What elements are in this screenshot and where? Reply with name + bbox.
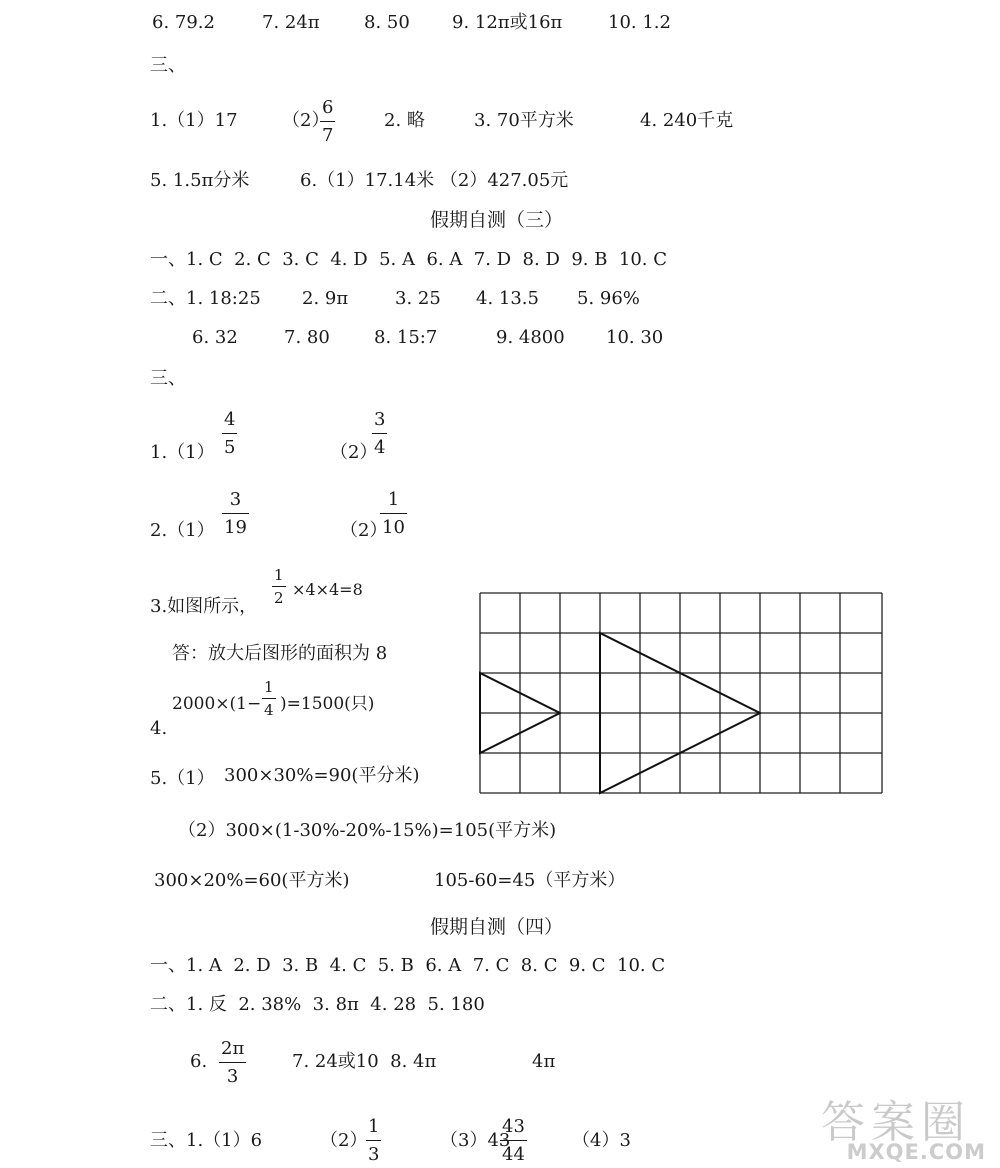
answer-2: 2. 略 <box>384 110 425 131</box>
watermark-logo: 答案圈 <box>821 1097 971 1148</box>
top-answer-8: 8. 50 <box>364 12 410 33</box>
test-3-part-2-item-9: 9. 4800 <box>496 327 565 348</box>
top-answer-7: 7. 24π <box>262 12 320 33</box>
fraction-denominator: 4 <box>264 701 274 719</box>
answer-3: 3. 70平方米 <box>474 110 574 131</box>
top-answer-10: 10. 1.2 <box>608 12 671 33</box>
t3-q4-label: 4. <box>150 718 168 739</box>
test-4-part-3-item-3-label: （3）43 <box>440 1130 511 1151</box>
t3-q3-label: 3.如图所示， <box>150 596 258 617</box>
watermark-url: MXQE.COM <box>846 1140 986 1164</box>
fraction-numerator: 1 <box>368 1116 380 1137</box>
fraction-denominator: 7 <box>322 125 334 146</box>
fraction-one-quarter <box>262 680 276 718</box>
test-3-part-2-item-4: 4. 13.5 <box>476 288 539 309</box>
t3-q4-expr-pre: 2000×(1− <box>172 694 262 714</box>
test-4-part-2-items-7-8: 7. 24或10 8. 4π <box>292 1051 437 1072</box>
top-answer-6: 6. 79.2 <box>152 12 215 33</box>
watermark <box>815 1086 990 1166</box>
t3-q4-expr-post: )=1500(只) <box>280 694 375 714</box>
fraction-one-tenth <box>380 491 407 537</box>
fraction-six-sevenths <box>320 99 335 145</box>
fraction-denominator: 3 <box>368 1144 380 1165</box>
fraction-denominator: 19 <box>224 517 247 538</box>
grid-figure <box>478 591 884 795</box>
fraction-denominator: 44 <box>502 1144 525 1165</box>
fraction-three-quarters <box>372 411 387 457</box>
test-3-part-2-item-1: 二、1. 18:25 <box>150 288 261 309</box>
t3-q5-line3a: 300×20%=60(平方米) <box>154 870 350 891</box>
test-3-part-3-heading: 三、 <box>150 368 186 389</box>
test-3-part-2-item-7: 7. 80 <box>284 327 330 348</box>
fraction-two-pi-thirds <box>219 1040 246 1086</box>
fraction-denominator: 5 <box>224 437 236 458</box>
fraction-numerator: 2π <box>221 1038 245 1059</box>
fraction-denominator: 3 <box>226 1066 239 1087</box>
fraction-three-nineteenths <box>222 491 249 537</box>
fraction-numerator: 3 <box>229 489 242 510</box>
fraction-numerator: 6 <box>322 97 334 118</box>
t3-q5-line3b: 105-60=45（平方米） <box>434 870 626 891</box>
answer-5: 5. 1.5π分米 <box>150 170 250 191</box>
test-4-part-3-item-4: （4）3 <box>572 1130 631 1151</box>
fraction-denominator: 2 <box>274 589 284 607</box>
test-3-title: 假期自测（三） <box>430 209 564 231</box>
test-4-part-1: 一、1. A 2. D 3. B 4. C 5. B 6. A 7. C 8. C 9. C 10. C <box>150 955 666 976</box>
test-3-part-2-item-6: 6. 32 <box>192 327 238 348</box>
test-3-part-2-item-10: 10. 30 <box>606 327 664 348</box>
t3-q5-label: 5.（1） <box>150 768 215 789</box>
section-3-heading: 三、 <box>150 55 186 76</box>
fraction-one-third <box>366 1118 381 1164</box>
fraction-one-half <box>272 568 286 606</box>
top-answer-9: 9. 12π或16π <box>452 12 563 33</box>
test-4-part-2-item-6: 6. <box>190 1051 208 1072</box>
test-3-part-2-item-2: 2. 9π <box>302 288 349 309</box>
answer-6: 6.（1）17.14米 （2）427.05元 <box>300 170 569 191</box>
fraction-numerator: 1 <box>274 566 284 584</box>
fraction-numerator: 1 <box>264 678 274 696</box>
test-4-title: 假期自测（四） <box>430 916 564 938</box>
fraction-denominator: 4 <box>374 437 386 458</box>
answer-4: 4. 240千克 <box>640 110 734 131</box>
t3-q2-label: 2.（1） <box>150 520 215 541</box>
fraction-numerator: 3 <box>374 409 386 430</box>
test-4-part-2-item-8-extra: 4π <box>532 1051 556 1072</box>
t3-q1-label: 1.（1） <box>150 442 215 463</box>
test-3-part-2-item-3: 3. 25 <box>395 288 441 309</box>
fraction-denominator: 10 <box>382 517 405 538</box>
fraction-43-44ths <box>500 1118 527 1164</box>
t3-q1-part2-label: （2） <box>330 442 378 463</box>
t3-q5-line1: 300×30%=90(平分米) <box>224 765 420 786</box>
grid-lines <box>480 593 882 793</box>
q1-part2-label: （2） <box>282 110 330 131</box>
fraction-numerator: 4 <box>224 409 236 430</box>
test-3-part-2-item-8: 8. 15:7 <box>374 327 438 348</box>
test-3-part-1: 一、1. C 2. C 3. C 4. D 5. A 6. A 7. D 8. D 9. B 10. C <box>150 249 668 270</box>
test-4-part-3-item-2-label: （2） <box>320 1130 368 1151</box>
t3-q5-line2: （2）300×(1-30%-20%-15%)=105(平方米) <box>178 820 557 841</box>
q1-part1: 1.（1）17 <box>150 110 238 131</box>
test-3-part-2-item-5: 5. 96% <box>577 288 640 309</box>
t3-q3-answer: 答：放大后图形的面积为 8 <box>172 643 388 664</box>
fraction-four-fifths <box>222 411 237 457</box>
fraction-numerator: 1 <box>387 489 400 510</box>
test-4-part-3-item-1: 三、1.（1）6 <box>150 1130 263 1151</box>
t3-q3-expression: ×4×4=8 <box>292 580 363 599</box>
fraction-numerator: 43 <box>502 1116 525 1137</box>
test-4-part-2-line-1: 二、1. 反 2. 38% 3. 8π 4. 28 5. 180 <box>150 994 485 1015</box>
t3-q2-part2-label: （2） <box>340 520 388 541</box>
